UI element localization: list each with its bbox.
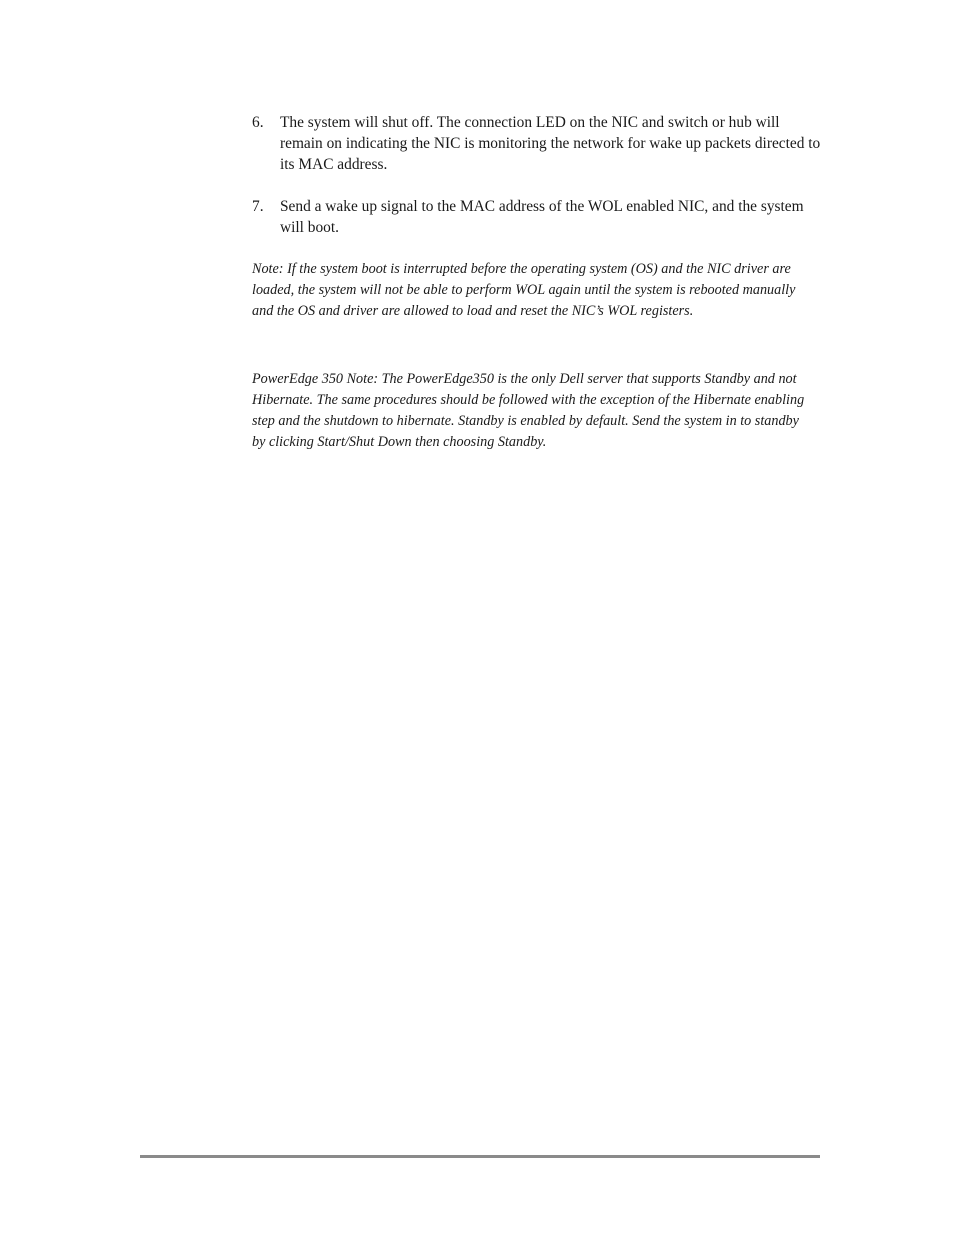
- step-number: 6.: [252, 114, 264, 131]
- wol-note: Note: If the system boot is interrupted before the operating system (OS) and the NIC driver are loaded, the system will not be able to perform WOL again until the system is rebooted manually and the OS and driver are allowed to load and reset the NIC’s WOL registers.: [252, 261, 796, 319]
- procedure-steps: [252, 112, 822, 259]
- step-text: Send a wake up signal to the MAC address of the WOL enabled NIC, and the system will boot.: [280, 198, 804, 236]
- step-item: [252, 112, 822, 175]
- footer-divider: [140, 1155, 820, 1158]
- poweredge-350-note: PowerEdge 350 Note: The PowerEdge350 is the only Dell server that supports Standby and not Hibernate. The same procedures should be followed with the exception of the Hibernate enabling step and the shutdown to hibernate. Standby is enabled by default. Send the system in to standby by clicking Start/Shut Down then choosing Standby.: [252, 371, 805, 450]
- step-item: [252, 196, 822, 238]
- step-text: The system will shut off. The connection LED on the NIC and switch or hub will remain on indicating the NIC is monitoring the network for wake up packets directed to its MAC address.: [280, 114, 821, 173]
- step-number: 7.: [252, 198, 264, 215]
